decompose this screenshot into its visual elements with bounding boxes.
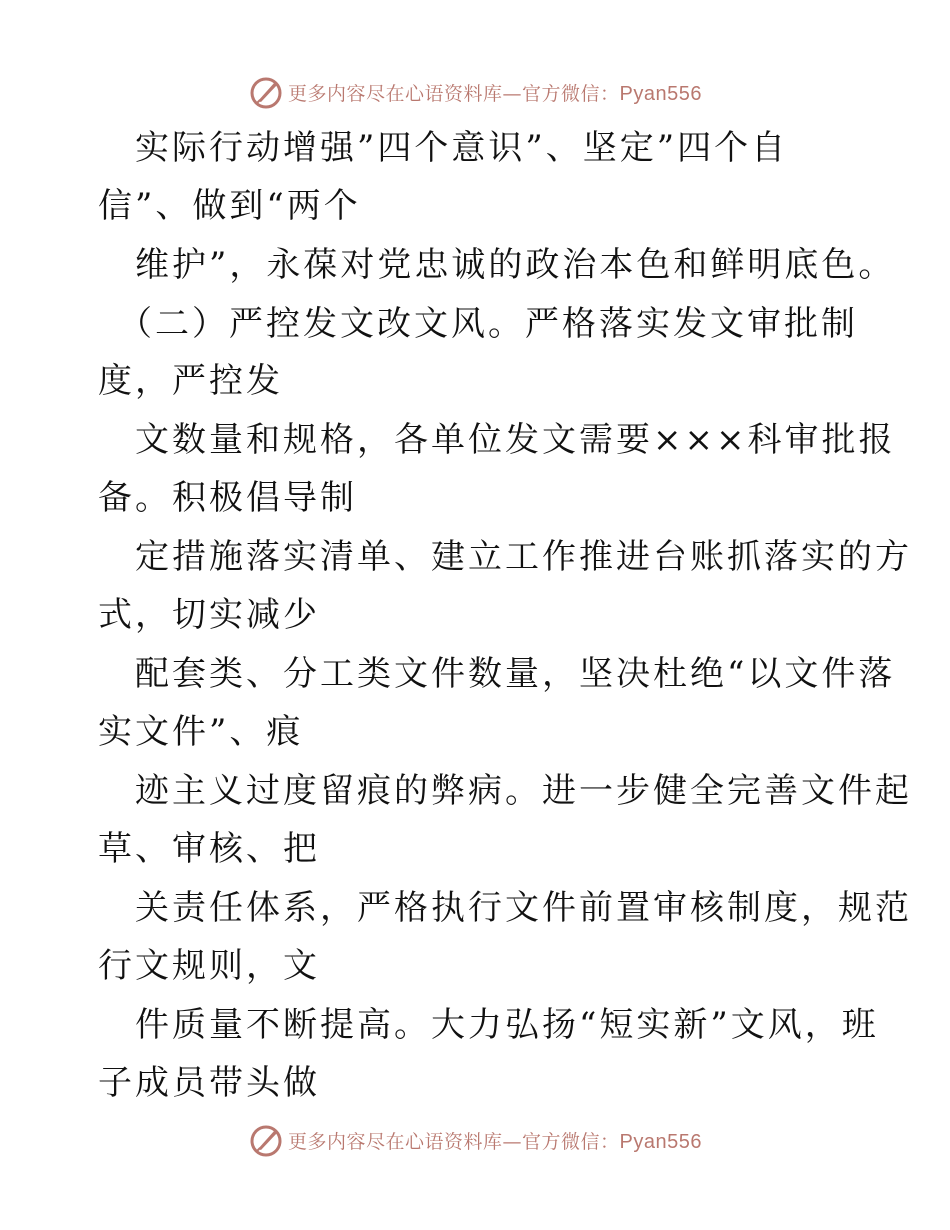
text-line: （二）严控发文改文风。严格落实发文审批制: [98, 304, 858, 344]
text-line: 件质量不断提高。大力弘扬“短实新”文风，班: [98, 1005, 879, 1045]
watermark-wechat-id: Pyan556: [619, 82, 702, 105]
text-line: 配套类、分工类文件数量，坚决杜绝“以文件落: [98, 654, 896, 694]
quill-logo-icon: [248, 74, 284, 110]
text-line: 文数量和规格，各单位发文需要×××科审批报: [98, 420, 896, 460]
text-line: 关责任体系，严格执行文件前置审核制度，规范: [98, 888, 912, 928]
text-line: 迹主义过度留痕的弊病。进一步健全完善文件起: [98, 771, 912, 811]
text-line: 度，严控发: [98, 361, 283, 401]
watermark-label: 更多内容尽在心语资料库—官方微信：: [288, 82, 620, 105]
text-line: 草、审核、把: [98, 829, 320, 869]
text-line: 式，切实减少: [98, 595, 320, 635]
text-line: 定措施落实清单、建立工作推进台账抓落实的方: [98, 537, 912, 577]
watermark-wechat-id: Pyan556: [619, 1130, 702, 1153]
text-line: 行文规则，文: [98, 946, 320, 986]
header-watermark: [0, 72, 950, 112]
text-line: 实文件”、痕: [98, 712, 304, 752]
watermark-text: [288, 79, 702, 106]
text-line: 实际行动增强”四个意识”、坚定”四个自: [98, 128, 789, 168]
watermark-text: [288, 1127, 702, 1154]
footer-watermark: [0, 1120, 950, 1160]
text-line: 信”、做到“两个: [98, 186, 361, 226]
text-line: 子成员带头做: [98, 1063, 320, 1103]
text-line: 维护”，永葆对党忠诚的政治本色和鲜明底色。: [98, 245, 896, 285]
quill-logo-icon: [248, 1122, 284, 1158]
watermark-label: 更多内容尽在心语资料库—官方微信：: [288, 1130, 620, 1153]
text-line: 备。积极倡导制: [98, 478, 357, 518]
